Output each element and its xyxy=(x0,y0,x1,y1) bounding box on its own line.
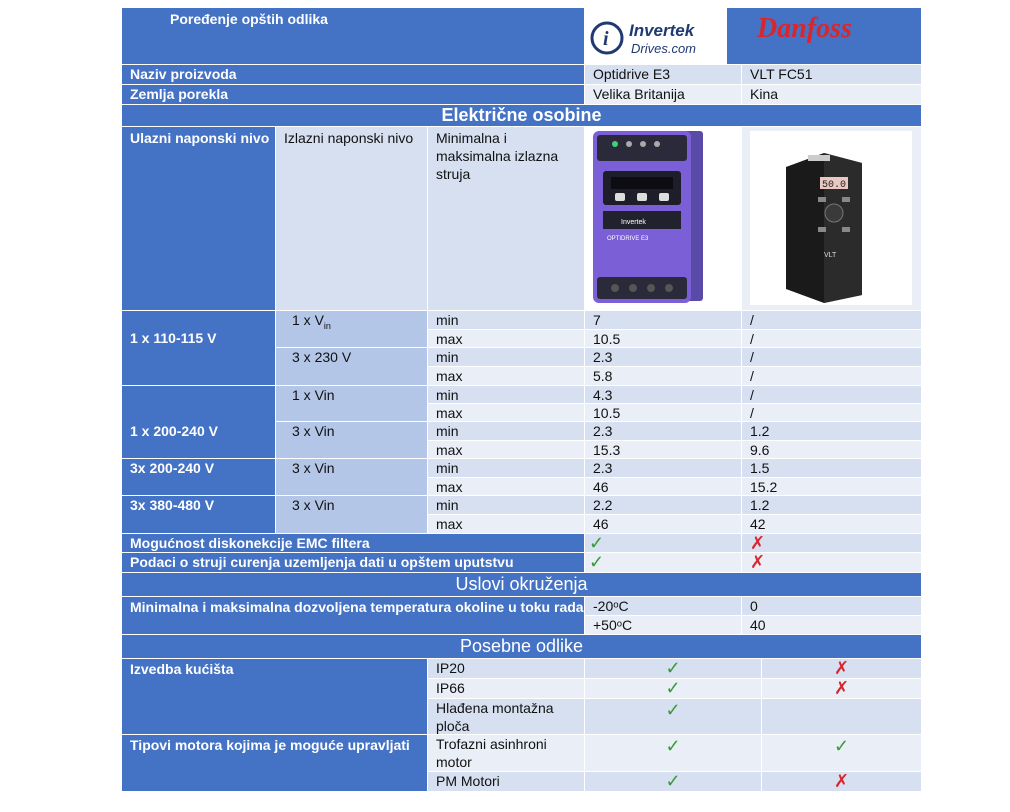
value-b: / xyxy=(742,330,921,347)
ip20-b-cross-icon xyxy=(762,659,921,678)
output-3xvin-b: 3 x Vin xyxy=(276,459,427,495)
cross-icon: ✗ xyxy=(750,534,766,552)
cross-icon: ✗ xyxy=(750,553,766,572)
value-a: 5.8 xyxy=(585,367,741,385)
section-environment: Uslovi okruženja xyxy=(122,573,921,596)
value-b: / xyxy=(742,311,921,329)
async-b-check-icon xyxy=(762,735,921,771)
svg-text:i: i xyxy=(603,28,609,50)
check-icon: ✓ xyxy=(589,553,605,572)
output-3x230: 3 x 230 V xyxy=(276,348,427,385)
current-header: Minimalna i maksimalna izlazna struja xyxy=(428,127,584,310)
minmax-label: max xyxy=(428,367,584,385)
invertek-device-model: OPTIDRIVE E3 xyxy=(607,236,649,242)
minmax-label: max xyxy=(428,404,584,421)
value-a: 10.5 xyxy=(585,404,741,421)
output-1xvin-a-sub: in xyxy=(323,320,331,331)
section-special: Posebne odlike xyxy=(122,635,921,658)
input-110: 1 x 110-115 V xyxy=(122,311,275,385)
invertek-device-image xyxy=(585,127,741,310)
country-b: Kina xyxy=(742,85,921,104)
invertek-logo xyxy=(585,8,726,64)
value-a: 15.3 xyxy=(585,441,741,458)
output-voltage-header: Izlazni naponski nivo xyxy=(276,127,427,310)
input-200-3ph: 3x 200-240 V xyxy=(122,459,275,495)
output-1xvin-a xyxy=(276,311,427,347)
minmax-label: max xyxy=(428,330,584,347)
ip20-a-check-icon xyxy=(585,659,761,678)
temp-max-b: 40 xyxy=(742,616,921,634)
leak-b-cross-icon xyxy=(742,553,921,572)
value-b: 1.5 xyxy=(742,459,921,477)
minmax-label: min xyxy=(428,496,584,514)
danfoss-logo xyxy=(727,8,921,64)
minmax-label: max xyxy=(428,478,584,495)
minmax-label: max xyxy=(428,441,584,458)
ip66-b-cross-icon xyxy=(762,679,921,698)
minmax-label: min xyxy=(428,459,584,477)
product-name-label: Naziv proizvoda xyxy=(122,65,584,84)
invertek-logo-text: Invertek xyxy=(629,21,695,40)
country-label: Zemlja porekla xyxy=(122,85,584,104)
invertek-drive-illustration xyxy=(585,127,741,310)
value-a: 7 xyxy=(585,311,741,329)
cross-icon: ✗ xyxy=(833,659,850,678)
cross-icon: ✗ xyxy=(833,772,850,791)
check-icon: ✓ xyxy=(589,534,605,552)
value-a: 2.3 xyxy=(585,422,741,440)
pm-b-cross-icon xyxy=(762,772,921,791)
temp-max-a: +50ᵒC xyxy=(585,616,741,634)
section-electrical: Električne osobine xyxy=(122,105,921,126)
invertek-device-brand: Invertek xyxy=(621,219,646,226)
value-b: / xyxy=(742,404,921,421)
ip66-a-check-icon xyxy=(585,679,761,698)
product-name-b: VLT FC51 xyxy=(742,65,921,84)
check-icon: ✓ xyxy=(665,700,681,720)
emc-b-cross-icon xyxy=(742,534,921,552)
output-3xvin-a: 3 x Vin xyxy=(276,422,427,458)
value-a: 2.2 xyxy=(585,496,741,514)
ip66-label: IP66 xyxy=(428,679,584,698)
value-b: 9.6 xyxy=(742,441,921,458)
check-icon: ✓ xyxy=(665,772,681,791)
minmax-label: min xyxy=(428,386,584,403)
cooled-a-check-icon xyxy=(585,699,761,734)
vlt-display-value: 50.0 xyxy=(822,180,847,191)
minmax-label: max xyxy=(428,515,584,533)
value-b: 1.2 xyxy=(742,422,921,440)
leak-a-check-icon xyxy=(585,553,741,572)
temp-min-b: 0 xyxy=(742,597,921,615)
feature-emc-label: Mogućnost diskonekcije EMC filtera xyxy=(122,534,584,552)
input-voltage-header: Ulazni naponski nivo xyxy=(122,127,275,310)
check-icon: ✓ xyxy=(665,679,681,698)
value-a: 46 xyxy=(585,515,741,533)
value-b: 42 xyxy=(742,515,921,533)
value-b: / xyxy=(742,367,921,385)
pm-a-check-icon xyxy=(585,772,761,791)
output-3xvin-c: 3 x Vin xyxy=(276,496,427,533)
check-icon: ✓ xyxy=(665,736,681,756)
emc-a-check-icon xyxy=(585,534,741,552)
value-a: 2.3 xyxy=(585,459,741,477)
vlt-drive-illustration xyxy=(742,127,921,310)
invertek-logo-sub: Drives.com xyxy=(631,41,697,56)
cooled-plate-label: Hlađena montažna ploča xyxy=(428,699,584,734)
temperature-label: Minimalna i maksimalna dozvoljena temperatura okoline u toku rada xyxy=(122,597,584,634)
value-b: / xyxy=(742,386,921,403)
value-a: 4.3 xyxy=(585,386,741,403)
product-name-a: Optidrive E3 xyxy=(585,65,741,84)
async-motor-label: Trofazni asinhroni motor xyxy=(428,735,584,771)
output-1xvin-a-text: 1 x V xyxy=(292,312,324,328)
cooled-b-empty xyxy=(762,699,921,734)
danfoss-logo-text: Danfoss xyxy=(757,13,852,44)
check-icon: ✓ xyxy=(665,659,681,678)
input-200-1ph: 1 x 200-240 V xyxy=(122,386,275,458)
value-a: 10.5 xyxy=(585,330,741,347)
async-a-check-icon xyxy=(585,735,761,771)
cross-icon: ✗ xyxy=(833,679,850,698)
input-380: 3x 380-480 V xyxy=(122,496,275,533)
value-a: 46 xyxy=(585,478,741,495)
pm-motor-label: PM Motori xyxy=(428,772,584,791)
housing-label: Izvedba kućišta xyxy=(122,659,427,734)
minmax-label: min xyxy=(428,422,584,440)
vlt-device-label: VLT xyxy=(824,252,837,259)
vlt-device-image xyxy=(742,127,921,310)
temp-min-a: -20ᵒC xyxy=(585,597,741,615)
check-icon: ✓ xyxy=(833,736,850,756)
minmax-label: min xyxy=(428,348,584,366)
motors-label: Tipovi motora kojima je moguće upravljati xyxy=(122,735,427,791)
value-b: 1.2 xyxy=(742,496,921,514)
page-title: Poređenje opštih odlika xyxy=(122,8,584,64)
feature-leak-label: Podaci o struji curenja uzemljenja dati u opštem uputstvu xyxy=(122,553,584,572)
value-a: 2.3 xyxy=(585,348,741,366)
country-a: Velika Britanija xyxy=(585,85,741,104)
value-b: 15.2 xyxy=(742,478,921,495)
ip20-label: IP20 xyxy=(428,659,584,678)
output-1xvin-b: 1 x Vin xyxy=(276,386,427,421)
value-b: / xyxy=(742,348,921,366)
minmax-label: min xyxy=(428,311,584,329)
